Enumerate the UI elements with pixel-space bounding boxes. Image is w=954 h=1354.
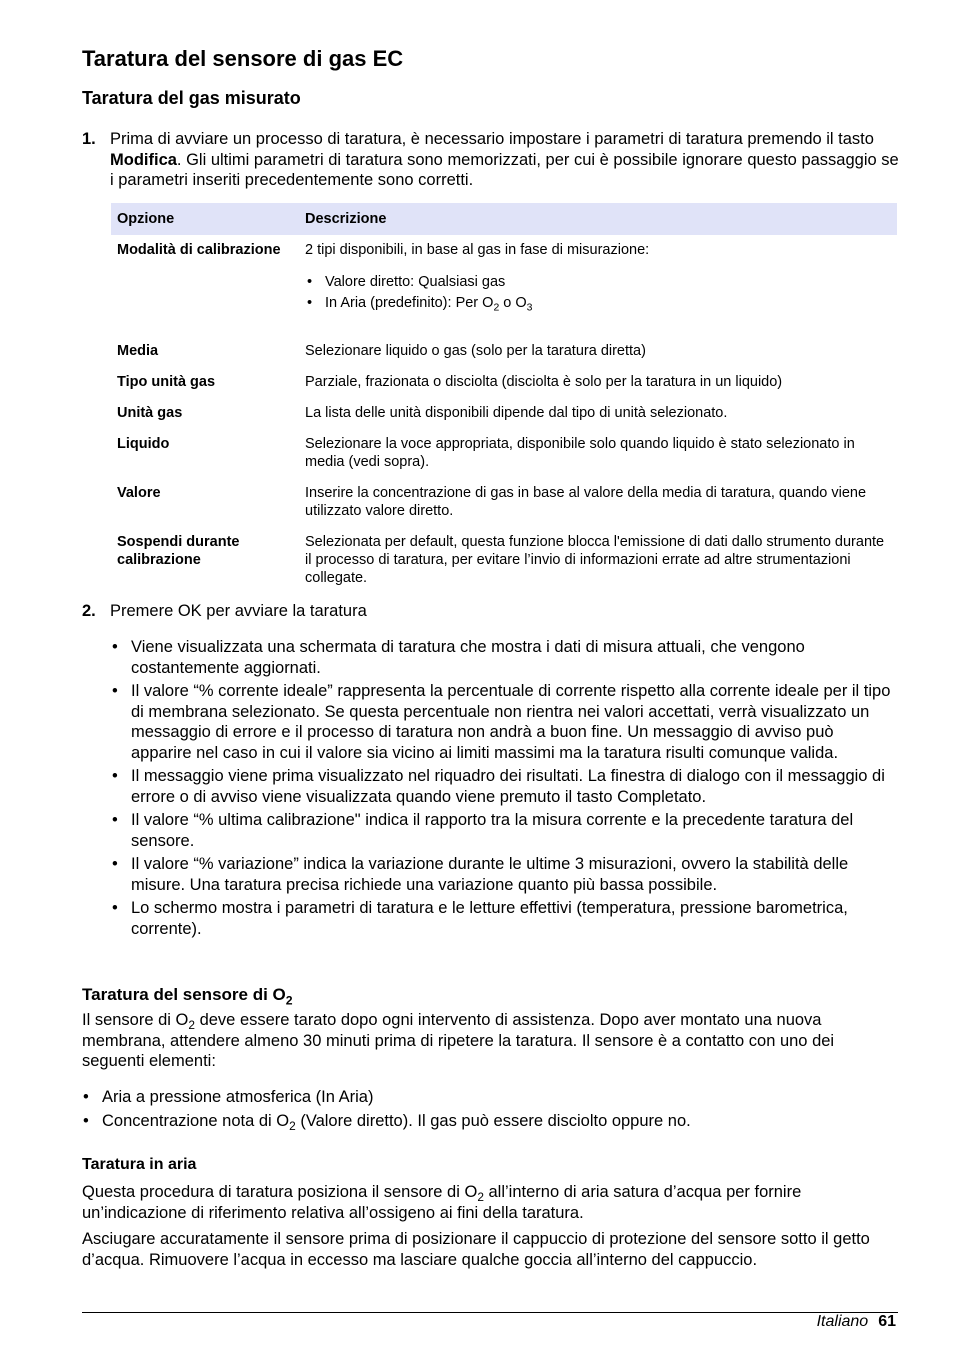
option-cell: Unità gas	[117, 405, 183, 421]
step-number: 1.	[82, 130, 96, 148]
step-text: Premere OK per avviare la taratura	[110, 602, 367, 620]
option-cell: Tipo unità gas	[117, 374, 216, 390]
section-heading-o2: Taratura del sensore di $O_2$	[82, 985, 293, 1008]
list-item: • Il valore “% corrente ideale” rappresenta la percentuale di corrente rispetto alla corrente ideale per il tipo di membrana selezionato. Se questa percentuale non rientra nei valori accettati, verrà visualizzato un messaggio di errore e il processo di taratura non andrà a buon fine. Un messaggio di avviso può apparire nel caso in cui il valore sia vicino ai limiti massimi ma la taratura risulti comunque valida.	[110, 681, 895, 763]
description-cell: Selezionata per default, questa funzione blocca l'emissione di dati dallo strumento durante il processo di taratura, per evitare l’invio di informazioni errate ad altre strumentazioni collegate.	[305, 534, 885, 586]
list-item: • Il valore “% ultima calibrazione" indica il rapporto tra la misura corrente e la precedente taratura del sensore.	[110, 810, 895, 851]
list-item: • Concentrazione nota di $O_2$ (Valore diretto). Il gas può essere disciolto oppure no.	[81, 1111, 893, 1132]
list-item: • Valore diretto: Qualsiasi gas	[305, 273, 891, 291]
table-row	[111, 337, 897, 368]
description-cell: Selezionare la voce appropriata, disponibile solo quando liquido è stato selezionato in media (vedi sopra).	[305, 436, 855, 470]
options-table	[111, 203, 897, 595]
option-cell: Modalità di calibrazione	[117, 242, 281, 258]
table-row	[111, 399, 897, 430]
air-paragraph-2: Asciugare accuratamente il sensore prima di posizionare il cappuccio di protezione del sensore sotto il getto d’acqua. Rimuovere l’acqua in eccesso ma lasciare qualche goccia all’interno del cappuccio.	[82, 1230, 870, 1269]
option-cell: Liquido	[117, 436, 170, 452]
option-cell: Valore	[117, 485, 161, 501]
description-cell: Inserire la concentrazione di gas in base al valore della media di taratura, quando viene utilizzato valore diretto.	[305, 485, 867, 519]
option-cell: Sospendi durante calibrazione	[117, 534, 240, 568]
section-heading-air: Taratura in aria	[82, 1156, 197, 1173]
description-cell: Selezionare liquido o gas (solo per la taratura diretta)	[305, 343, 646, 359]
list-item: • Il valore “% variazione” indica la variazione durante le ultime 3 misurazioni, ovvero la stabilità delle misure. Una taratura precisa richiede una variazione quanto più bassa possibile.	[110, 854, 895, 895]
page-number: 61	[878, 1313, 896, 1330]
list-item: • Aria a pressione atmosferica (In Aria)	[81, 1087, 893, 1108]
air-paragraph-1: Questa procedura di taratura posiziona il sensore di $O_2$ all’interno di aria satura d’acqua per fornire un’indicazione di riferimento relativa all’ossigeno ai fini della taratura.	[82, 1183, 802, 1222]
table-row	[111, 368, 897, 399]
list-item: • Il messaggio viene prima visualizzato nel riquadro dei risultati. La finestra di dialogo con il messaggio di errore o di avviso viene visualizzata quando viene premuto il tasto Completato.	[110, 766, 895, 807]
footer-language: Italiano	[816, 1313, 869, 1330]
modifica-key-label: Modifica	[110, 150, 177, 169]
table-header-row	[111, 203, 897, 235]
description-cell: La lista delle unità disponibili dipende dal tipo di unità selezionato.	[305, 405, 728, 421]
calibration-notes-list	[110, 637, 895, 942]
list-item: • In Aria (predefinito): Per $O_2$ o $O_3$	[305, 294, 891, 312]
column-header-option: Opzione	[111, 203, 299, 235]
table-row	[111, 528, 897, 595]
step-2	[82, 601, 902, 622]
table-row	[111, 479, 897, 528]
description-cell: 2 tipi disponibili, in base al gas in fase di misurazione: • Valore diretto: Qualsiasi gas • In Aria (predefinito): Per $O_2$ o $O_3$	[299, 235, 897, 337]
table-row	[111, 235, 897, 337]
o2-contact-list	[81, 1087, 893, 1134]
list-item: • Lo schermo mostra i parametri di taratura e le letture effettivi (temperatura, pressione barometrica, corrente).	[110, 898, 895, 939]
step-number: 2.	[82, 602, 96, 620]
footer-divider	[82, 1312, 898, 1313]
section-heading-gas: Taratura del gas misurato	[82, 88, 301, 108]
description-cell: Parziale, frazionata o disciolta (disciolta è solo per la taratura in un liquido)	[305, 374, 783, 390]
step-text: Prima di avviare un processo di taratura, è necessario impostare i parametri di taratura premendo il tasto Modifica. Gli ultimi parametri di taratura sono memorizzati, per cui è possibile ignorare questo passaggio se i parametri inseriti precedentemente sono corretti.	[110, 130, 899, 189]
o2-paragraph: Il sensore di $O_2$ deve essere tarato dopo ogni intervento di assistenza. Dopo aver montato una nuova membrana, attendere almeno 30 minuti prima di ripetere la taratura. Il sensore è a contatto con uno dei seguenti elementi:	[82, 1011, 835, 1070]
page-footer	[817, 1312, 896, 1332]
step-1	[82, 129, 902, 191]
table-row	[111, 430, 897, 479]
list-item: • Viene visualizzata una schermata di taratura che mostra i dati di misura attuali, che vengono costantemente aggiornati.	[110, 637, 895, 678]
option-cell: Media	[117, 343, 159, 359]
column-header-description: Descrizione	[299, 203, 897, 235]
page-title: Taratura del sensore di gas EC	[82, 46, 404, 71]
